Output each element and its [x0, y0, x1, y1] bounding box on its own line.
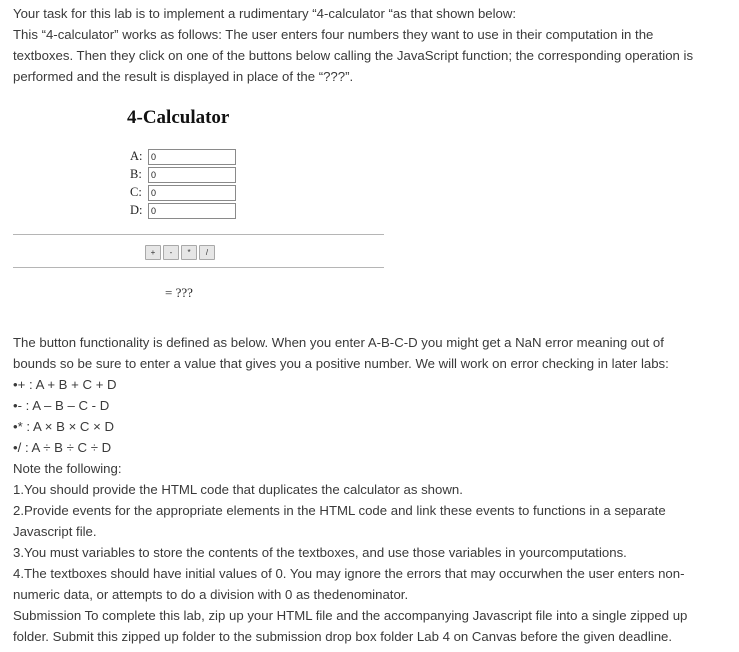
field-label-d: D:: [130, 203, 143, 217]
multiply-button[interactable]: *: [181, 245, 197, 260]
description-line: The button functionality is defined as below. When you enter A-B-C-D you might get a NaN error meaning out of: [13, 335, 664, 350]
field-row-d: [130, 202, 236, 219]
input-b[interactable]: [148, 167, 236, 183]
divider-bottom: [13, 267, 384, 268]
note-item: Submission To complete this lab, zip up your HTML file and the accompanying Javascript file into a single zipped up: [13, 608, 688, 623]
field-row-b: [130, 166, 236, 183]
description-text: [13, 332, 728, 647]
operation-item: •+ : A + B + C + D: [13, 377, 117, 392]
note-item: 4.The textboxes should have initial values of 0. You may ignore the errors that may occurwhen the user enters non-: [13, 566, 685, 581]
divider-top: [13, 234, 384, 235]
field-label-a: A:: [130, 149, 143, 163]
intro-text: [13, 3, 728, 87]
operation-item: •- : A – B – C - D: [13, 398, 110, 413]
field-row-a: [130, 148, 236, 165]
note-item: 1.You should provide the HTML code that duplicates the calculator as shown.: [13, 482, 463, 497]
operation-item: •* : A × B × C × D: [13, 419, 115, 434]
note-item: folder. Submit this zipped up folder to the submission drop box folder Lab 4 on Canvas before the given deadline.: [13, 629, 673, 644]
note-item: numeric data, or attempts to do a division with 0 as thedenominator.: [13, 587, 409, 602]
note-item: Javascript file.: [13, 524, 97, 539]
intro-line: Your task for this lab is to implement a rudimentary “4-calculator “as that shown below:: [13, 6, 517, 21]
subtract-button[interactable]: -: [163, 245, 179, 260]
note-heading: Note the following:: [13, 461, 122, 476]
calculator-title: 4-Calculator: [127, 107, 230, 128]
intro-line: This “4-calculator” works as follows: The user enters four numbers they want to use in their computation in the: [13, 27, 654, 42]
input-c[interactable]: [148, 185, 236, 201]
field-label-b: B:: [130, 167, 142, 181]
operation-buttons: [145, 245, 215, 260]
intro-line: performed and the result is displayed in place of the “???”.: [13, 69, 354, 84]
field-label-c: C:: [130, 185, 142, 199]
input-d[interactable]: [148, 203, 236, 219]
intro-line: textboxes. Then they click on one of the buttons below calling the JavaScript function; the corresponding operation is: [13, 48, 694, 63]
description-line: bounds so be sure to enter a value that gives you a positive number. We will work on error checking in later labs:: [13, 356, 669, 371]
note-item: 3.You must variables to store the contents of the textboxes, and use those variables in yourcomputations.: [13, 545, 627, 560]
input-a[interactable]: [148, 149, 236, 165]
divide-button[interactable]: /: [199, 245, 215, 260]
add-button[interactable]: +: [145, 245, 161, 260]
operation-item: •/ : A ÷ B ÷ C ÷ D: [13, 440, 112, 455]
result-display: = ???: [165, 285, 193, 300]
field-row-c: [130, 184, 236, 201]
note-item: 2.Provide events for the appropriate elements in the HTML code and link these events to functions in a separate: [13, 503, 666, 518]
